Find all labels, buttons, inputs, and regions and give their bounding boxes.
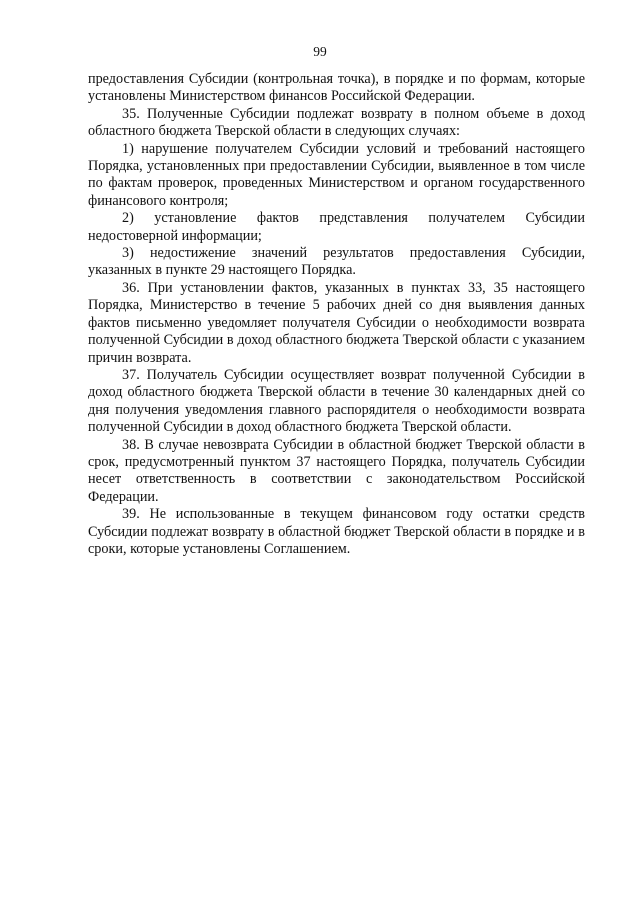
paragraph-35-item-1: 1) нарушение получателем Субсидии условий и требований настоящего Порядка, установленных при предоставлении Субсидии, выявленное в том числе по фактам проверок, проведенных Министерством и органом государственного финансового контроля; — [88, 140, 585, 209]
paragraph-37: 37. Получатель Субсидии осуществляет возврат полученной Субсидии в доход областного бюджета Тверской области в течение 30 календарных дней со дня получения уведомления главного распорядителя о необходимости возврата полученной Субсидии в доход областного бюджета Тверской области. — [88, 366, 585, 436]
paragraph-35-item-2: 2) установление фактов представления получателем Субсидии недостоверной информации; — [88, 210, 585, 244]
page-number: 99 — [313, 44, 327, 59]
paragraph-39: 39. Не использованные в текущем финансовом году остатки средств Субсидии подлежат возврату в областной бюджет Тверской области в порядке и в сроки, которые установлены Соглашением. — [88, 506, 585, 557]
paragraph-36: 36. При установлении фактов, указанных в пунктах 33, 35 настоящего Порядка, Министерство в течение 5 рабочих дней со дня выявления данных фактов письменно уведомляет получателя Субсидии о необходимости возврата полученной Субсидии в доход областного бюджета Тверской области с указанием причин возврата. — [88, 279, 585, 366]
paragraph-continuation: предоставления Субсидии (контрольная точка), в порядке и по формам, которые установлены Министерством финансов Российской Федерации. — [88, 71, 585, 105]
paragraph-38: 38. В случае невозврата Субсидии в областной бюджет Тверской области в срок, предусмотренный пунктом 37 настоящего Порядка, получатель Субсидии несет ответственность в соответствии с законодательством Российской Федерации. — [88, 436, 585, 505]
paragraph-35: 35. Полученные Субсидии подлежат возврату в полном объеме в доход областного бюджета Тверской области в следующих случаях: — [88, 105, 585, 140]
paragraph-35-item-3: 3) недостижение значений результатов предоставления Субсидии, указанных в пункте 29 настоящего Порядка. — [88, 245, 585, 279]
document-body — [88, 71, 585, 558]
